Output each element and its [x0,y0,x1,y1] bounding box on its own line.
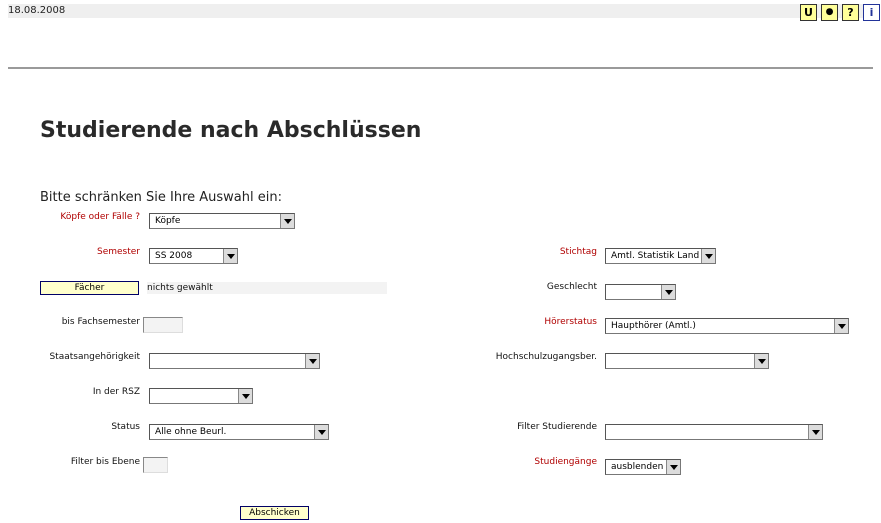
chevron-down-icon [661,285,675,299]
filter-ebene-input[interactable] [143,457,168,473]
status-value: Alle ohne Beurl. [155,427,227,437]
koepfe-select[interactable] [149,213,295,229]
info-icon[interactable]: i [863,4,880,21]
koepfe-label: Köpfe oder Fälle ? [60,212,140,222]
faecher-status: nichts gewählt [147,282,387,294]
status-label: Status [111,422,140,432]
bullet-icon[interactable]: ● [821,4,838,21]
faecher-button[interactable]: Fächer [40,281,139,295]
hochschulzugang-label: Hochschulzugangsber. [495,352,597,362]
studiengaenge-label: Studiengänge [534,457,597,467]
staatsangehoerigkeit-label: Staatsangehörigkeit [49,352,140,362]
studiengaenge-select[interactable] [605,459,681,475]
studiengaenge-value: ausblenden [611,462,664,472]
geschlecht-select[interactable] [605,284,676,300]
semester-label: Semester [96,247,140,257]
staatsangehoerigkeit-select[interactable] [149,353,320,369]
chevron-down-icon [754,354,768,368]
chevron-down-icon [701,249,715,263]
hochschulzugang-select[interactable] [605,353,769,369]
hoererstatus-value: Haupthörer (Amtl.) [611,321,696,331]
semester-select[interactable] [149,248,238,264]
chevron-down-icon [834,319,848,333]
hoererstatus-select[interactable] [605,318,849,334]
filter-ebene-label: Filter bis Ebene [70,457,140,467]
fachsemester-input[interactable] [143,317,183,333]
chevron-down-icon [223,249,237,263]
rsz-select[interactable] [149,388,253,404]
fachsemester-label: bis Fachsemester [61,317,140,327]
chevron-down-icon [280,214,294,228]
help-icon[interactable]: ? [842,4,859,21]
stichtag-value: Amtl. Statistik Land [611,251,700,261]
date-display: 18.08.2008 [8,5,66,16]
chevron-down-icon [808,425,822,439]
top-bar [8,4,873,18]
koepfe-value: Köpfe [155,216,181,226]
intro-text: Bitte schränken Sie Ihre Auswahl ein: [40,190,282,205]
chevron-down-icon [238,389,252,403]
geschlecht-label: Geschlecht [546,282,597,292]
semester-value: SS 2008 [155,251,193,261]
filter-studierende-select[interactable] [605,424,823,440]
header-divider [8,67,873,69]
stichtag-select[interactable] [605,248,716,264]
chevron-down-icon [314,425,328,439]
chevron-down-icon [666,460,680,474]
filter-studierende-label: Filter Studierende [517,422,597,432]
rsz-label: In der RSZ [92,387,140,397]
document-icon[interactable]: U [800,4,817,21]
status-select[interactable] [149,424,329,440]
chevron-down-icon [305,354,319,368]
stichtag-label: Stichtag [559,247,597,257]
hoererstatus-label: Hörerstatus [544,317,597,327]
submit-button[interactable]: Abschicken [240,506,309,520]
page-title: Studierende nach Abschlüssen [40,118,422,143]
